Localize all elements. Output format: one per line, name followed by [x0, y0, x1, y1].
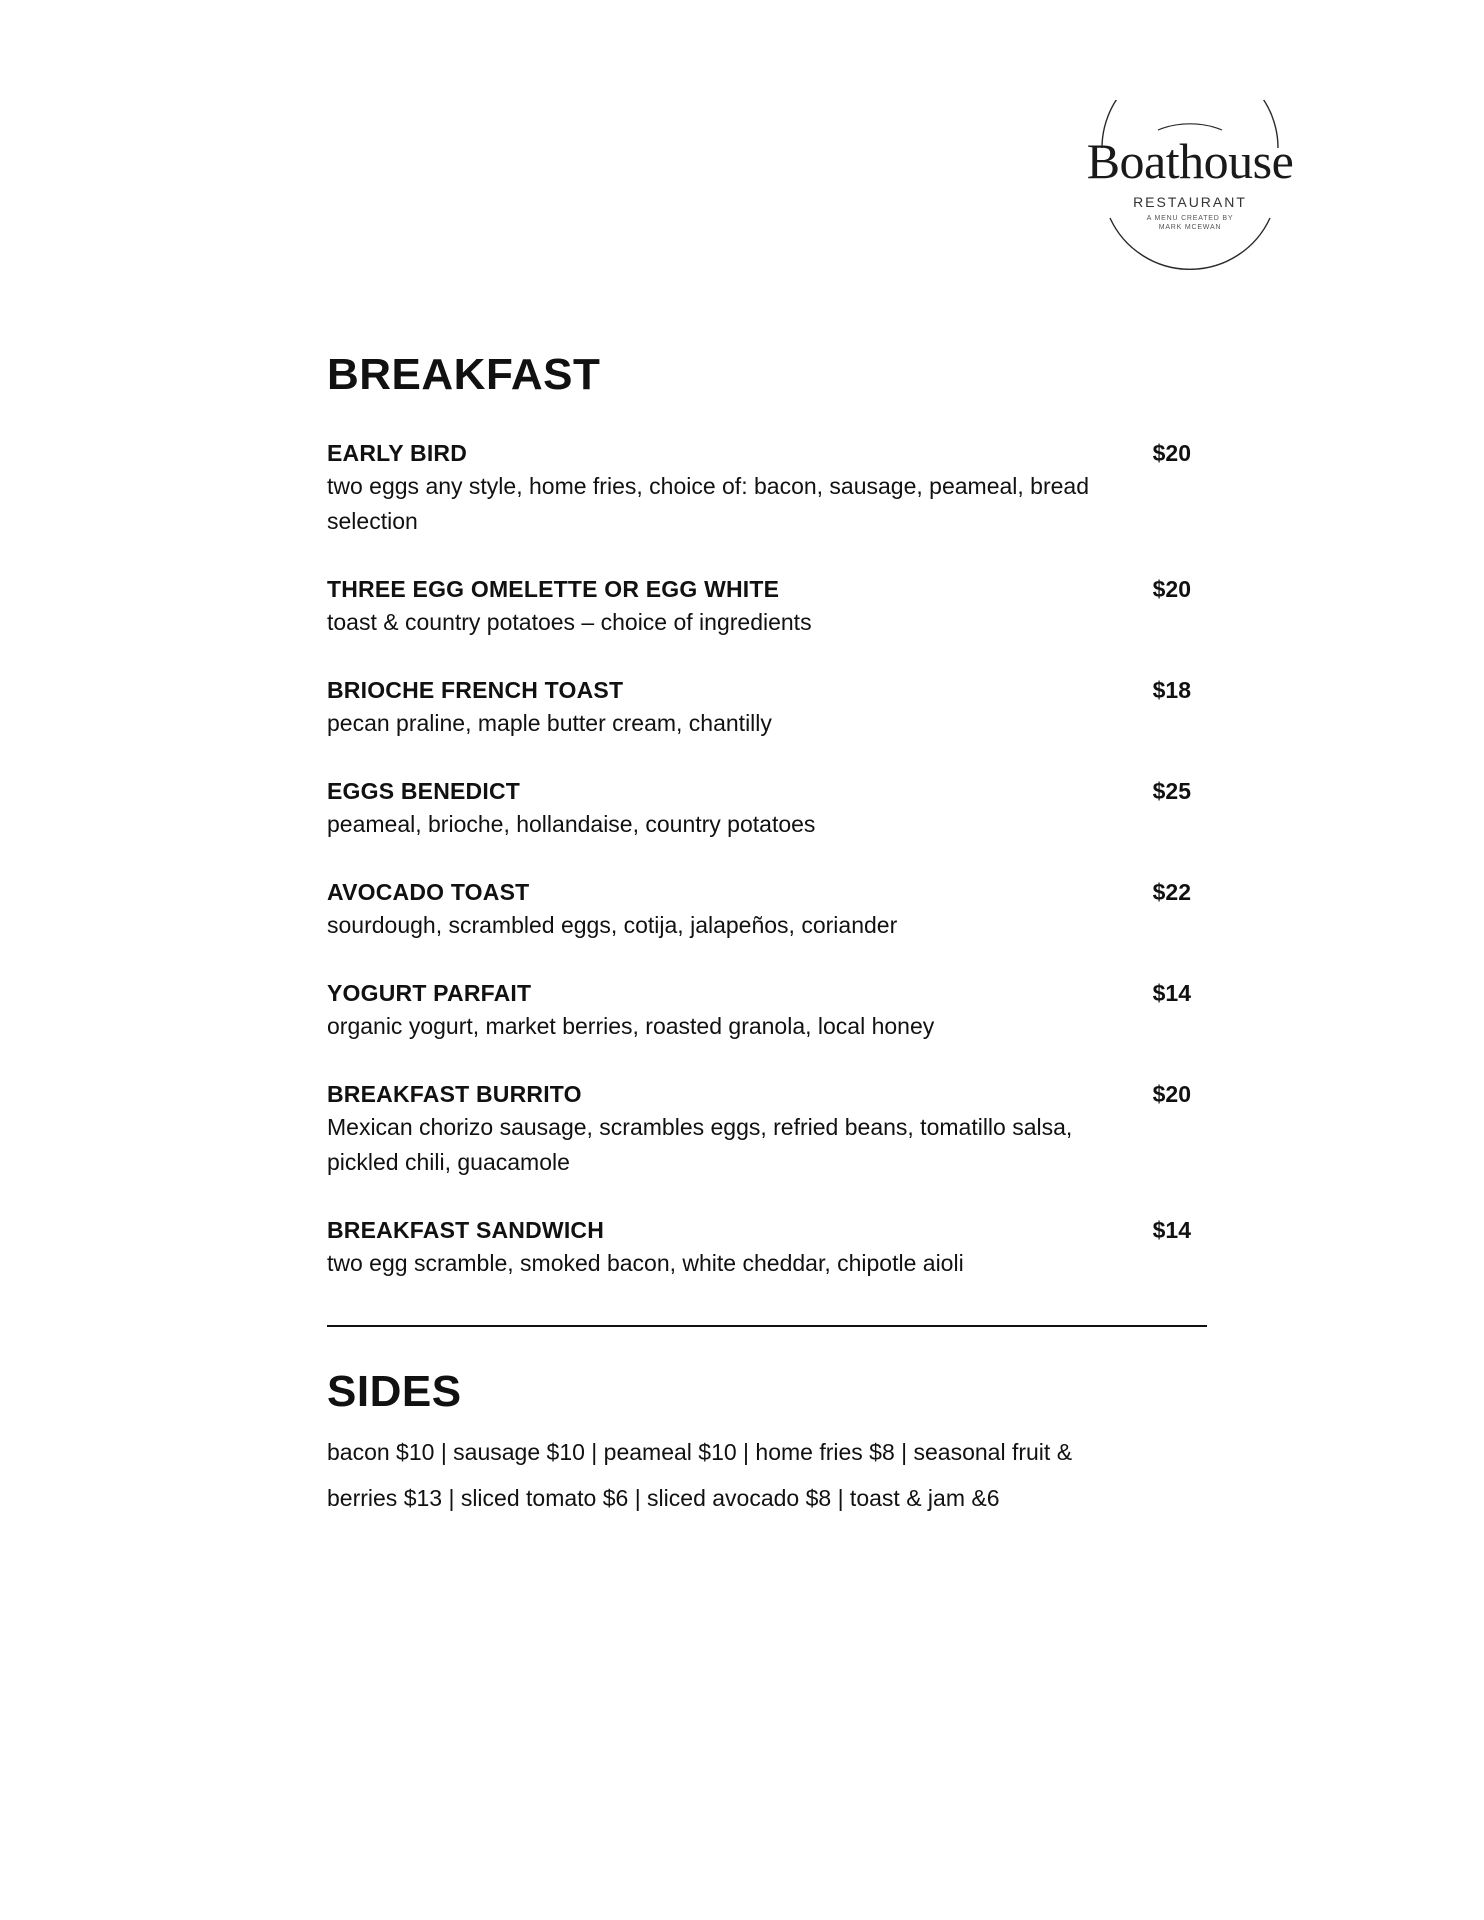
menu-item-three-egg-omelette: [327, 573, 1207, 640]
menu-item-header: [327, 977, 1207, 1009]
menu-item-name: EARLY BIRD: [327, 439, 468, 466]
menu-item-price: $18: [1152, 676, 1191, 703]
logo-subtitle: RESTAURANT: [1133, 194, 1247, 210]
menu-item-price: $22: [1152, 878, 1191, 905]
menu-item-price: $14: [1152, 1216, 1191, 1243]
logo-tagline-line1: A MENU CREATED BY: [1146, 215, 1234, 222]
logo-tagline: [1080, 214, 1300, 232]
menu-item-header: [327, 674, 1207, 706]
menu-item-eggs-benedict: [327, 775, 1207, 842]
section-divider: [327, 1325, 1207, 1327]
menu-item-name: AVOCADO TOAST: [327, 878, 530, 905]
menu-item-header: [327, 876, 1207, 908]
menu-item-header: [327, 573, 1207, 605]
menu-item-brioche-french-toast: [327, 674, 1207, 741]
menu-item-price: $14: [1152, 979, 1191, 1006]
menu-item-name: BREAKFAST SANDWICH: [327, 1216, 605, 1243]
menu-item-description: toast & country potatoes – choice of ingredients: [327, 608, 812, 635]
menu-item-header: [327, 1214, 1207, 1246]
menu-item-avocado-toast: [327, 876, 1207, 943]
sides-title: SIDES: [327, 1366, 462, 1416]
menu-item-description: two eggs any style, home fries, choice of: bacon, sausage, peameal, bread selection: [327, 472, 1089, 534]
menu-item-breakfast-burrito: [327, 1078, 1207, 1180]
menu-item-name: THREE EGG OMELETTE OR EGG WHITE: [327, 575, 780, 602]
menu-item-description: sourdough, scrambled eggs, cotija, jalapeños, coriander: [327, 911, 898, 938]
menu-item-name: EGGS BENEDICT: [327, 777, 521, 804]
menu-item-price: $25: [1152, 777, 1191, 804]
menu-item-header: [327, 1078, 1207, 1110]
menu-content: [327, 350, 1207, 1521]
menu-item-header: [327, 775, 1207, 807]
menu-item-description: two egg scramble, smoked bacon, white cheddar, chipotle aioli: [327, 1249, 964, 1276]
menu-item-header: [327, 437, 1207, 469]
menu-item-price: $20: [1152, 439, 1191, 466]
menu-item-description: Mexican chorizo sausage, scrambles eggs, refried beans, tomatillo salsa, pickled chili, guacamole: [327, 1113, 1073, 1175]
menu-item-breakfast-sandwich: [327, 1214, 1207, 1281]
menu-item-description: pecan praline, maple butter cream, chantilly: [327, 709, 772, 736]
logo-tagline-line2: MARK MCEWAN: [1158, 224, 1222, 231]
menu-item-name: BREAKFAST BURRITO: [327, 1080, 582, 1107]
menu-item-price: $20: [1152, 575, 1191, 602]
menu-item-price: $20: [1152, 1080, 1191, 1107]
breakfast-title: BREAKFAST: [327, 350, 601, 399]
menu-item-description: peameal, brioche, hollandaise, country potatoes: [327, 810, 816, 837]
menu-item-description: organic yogurt, market berries, roasted granola, local honey: [327, 1012, 935, 1039]
menu-item-name: BRIOCHE FRENCH TOAST: [327, 676, 624, 703]
logo-wordmark: Boathouse: [1086, 133, 1294, 189]
menu-item-yogurt-parfait: [327, 977, 1207, 1044]
menu-item-name: YOGURT PARFAIT: [327, 979, 532, 1006]
restaurant-logo: [1080, 100, 1300, 270]
menu-item-early-bird: [327, 437, 1207, 539]
sides-list: bacon $10 | sausage $10 | peameal $10 | home fries $8 | seasonal fruit & berries $13 | sliced tomato $6 | sliced avocado $8 | toast & jam &6: [327, 1439, 1073, 1512]
